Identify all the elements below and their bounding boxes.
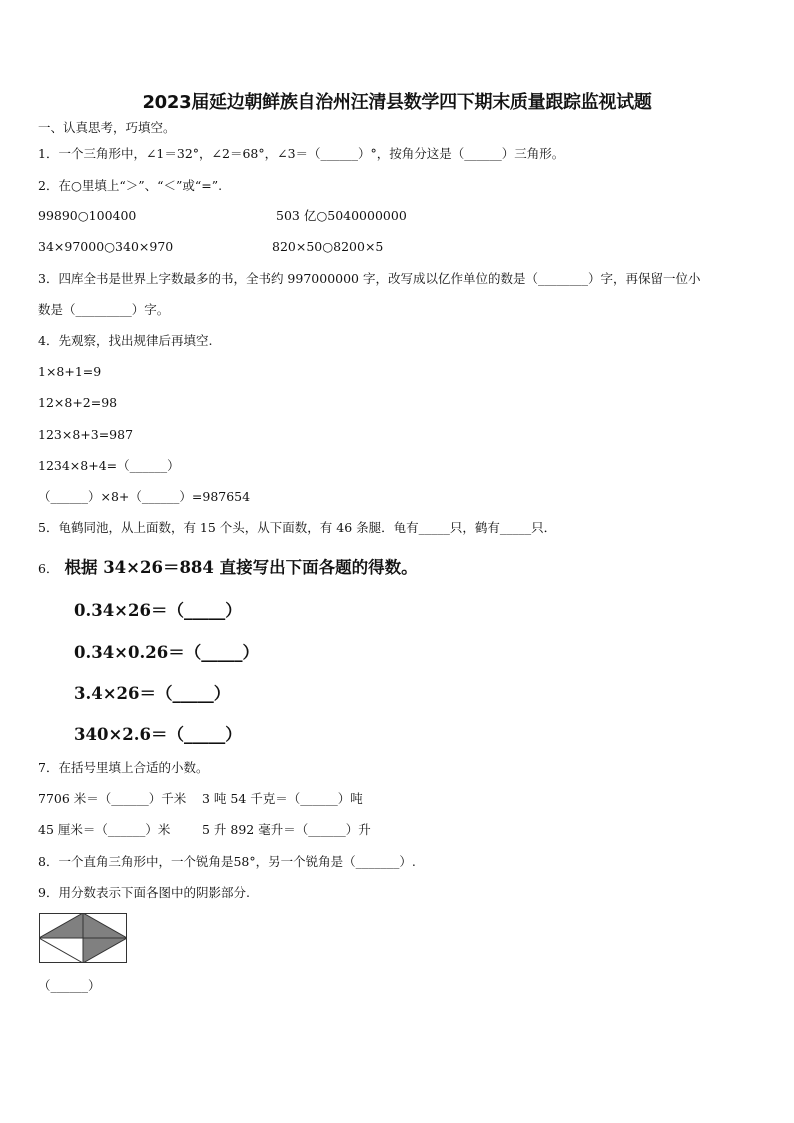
- question-7-item-3: 45 厘米＝（______）米: [38, 822, 171, 837]
- question-9-stem: 9．用分数表示下面各图中的阴影部分.: [38, 885, 250, 900]
- question-2-item-4: 820×50○8200×5: [272, 239, 384, 254]
- page-title: 2023届延边朝鲜族自治州汪清县数学四下期末质量跟踪监视试题: [142, 92, 652, 113]
- q6-item-1: 0.34×26＝（_____）: [74, 601, 242, 620]
- question-4-stem: 4．先观察，找出规律后再填空.: [38, 333, 213, 348]
- question-2-item-1: 99890○100400: [38, 208, 137, 223]
- question-8: 8．一个直角三角形中，一个锐角是58°，另一个锐角是（_______）.: [38, 854, 416, 869]
- question-2-item-3: 34×97000○340×970: [38, 239, 174, 254]
- question-7-stem: 7．在括号里填上合适的小数。: [38, 760, 209, 775]
- question-9-answer-blank: （______）: [38, 978, 101, 993]
- section-heading: 一、认真思考，巧填空。: [38, 120, 176, 135]
- question-3-line-1: 3．四库全书是世界上字数最多的书，全书约 997000000 字，改写成以亿作单位的数是（________）字，再保留一位小: [38, 271, 701, 286]
- question-1: 1．一个三角形中，∠1＝32°，∠2＝68°，∠3＝（______）°，按角分这是（______）三角形。: [38, 146, 565, 161]
- q6-item-4: 340×2.6＝（_____）: [74, 725, 242, 744]
- question-2-item-2: 503 亿○5040000000: [276, 208, 407, 223]
- pattern-line-4: 1234×8+4=（______）: [38, 458, 180, 473]
- q6-item-2: 0.34×0.26＝（_____）: [74, 643, 259, 662]
- question-7-item-1: 7706 米＝（______）千米: [38, 791, 187, 806]
- figure-diagonal-4: [39, 938, 83, 963]
- question-6-stem: [38, 554, 418, 578]
- question-7-item-4: 5 升 892 毫升＝（______）升: [202, 822, 371, 837]
- question-2-stem: 2．在○里填上“＞”、“＜”或“=”.: [38, 178, 223, 193]
- question-3-line-2: 数是（_________）字。: [38, 302, 170, 317]
- pattern-line-1: 1×8+1=9: [38, 364, 102, 379]
- pattern-line-5: （______）×8+（______）=987654: [38, 489, 251, 504]
- question-7-item-2: 3 吨 54 千克＝（______）吨: [202, 791, 363, 806]
- question-6-text: 根据 34×26＝884 直接写出下面各题的得数。: [64, 558, 418, 577]
- question-5: 5．龟鹤同池，从上面数，有 15 个头，从下面数，有 46 条腿．龟有_____只，鹤有_____只．: [38, 520, 557, 535]
- pattern-line-2: 12×8+2=98: [38, 395, 118, 410]
- shaded-rectangle-figure: [39, 913, 127, 963]
- pattern-line-3: 123×8+3=987: [38, 427, 134, 442]
- q6-item-3: 3.4×26＝（_____）: [74, 684, 231, 703]
- question-6-number: 6．: [38, 561, 59, 576]
